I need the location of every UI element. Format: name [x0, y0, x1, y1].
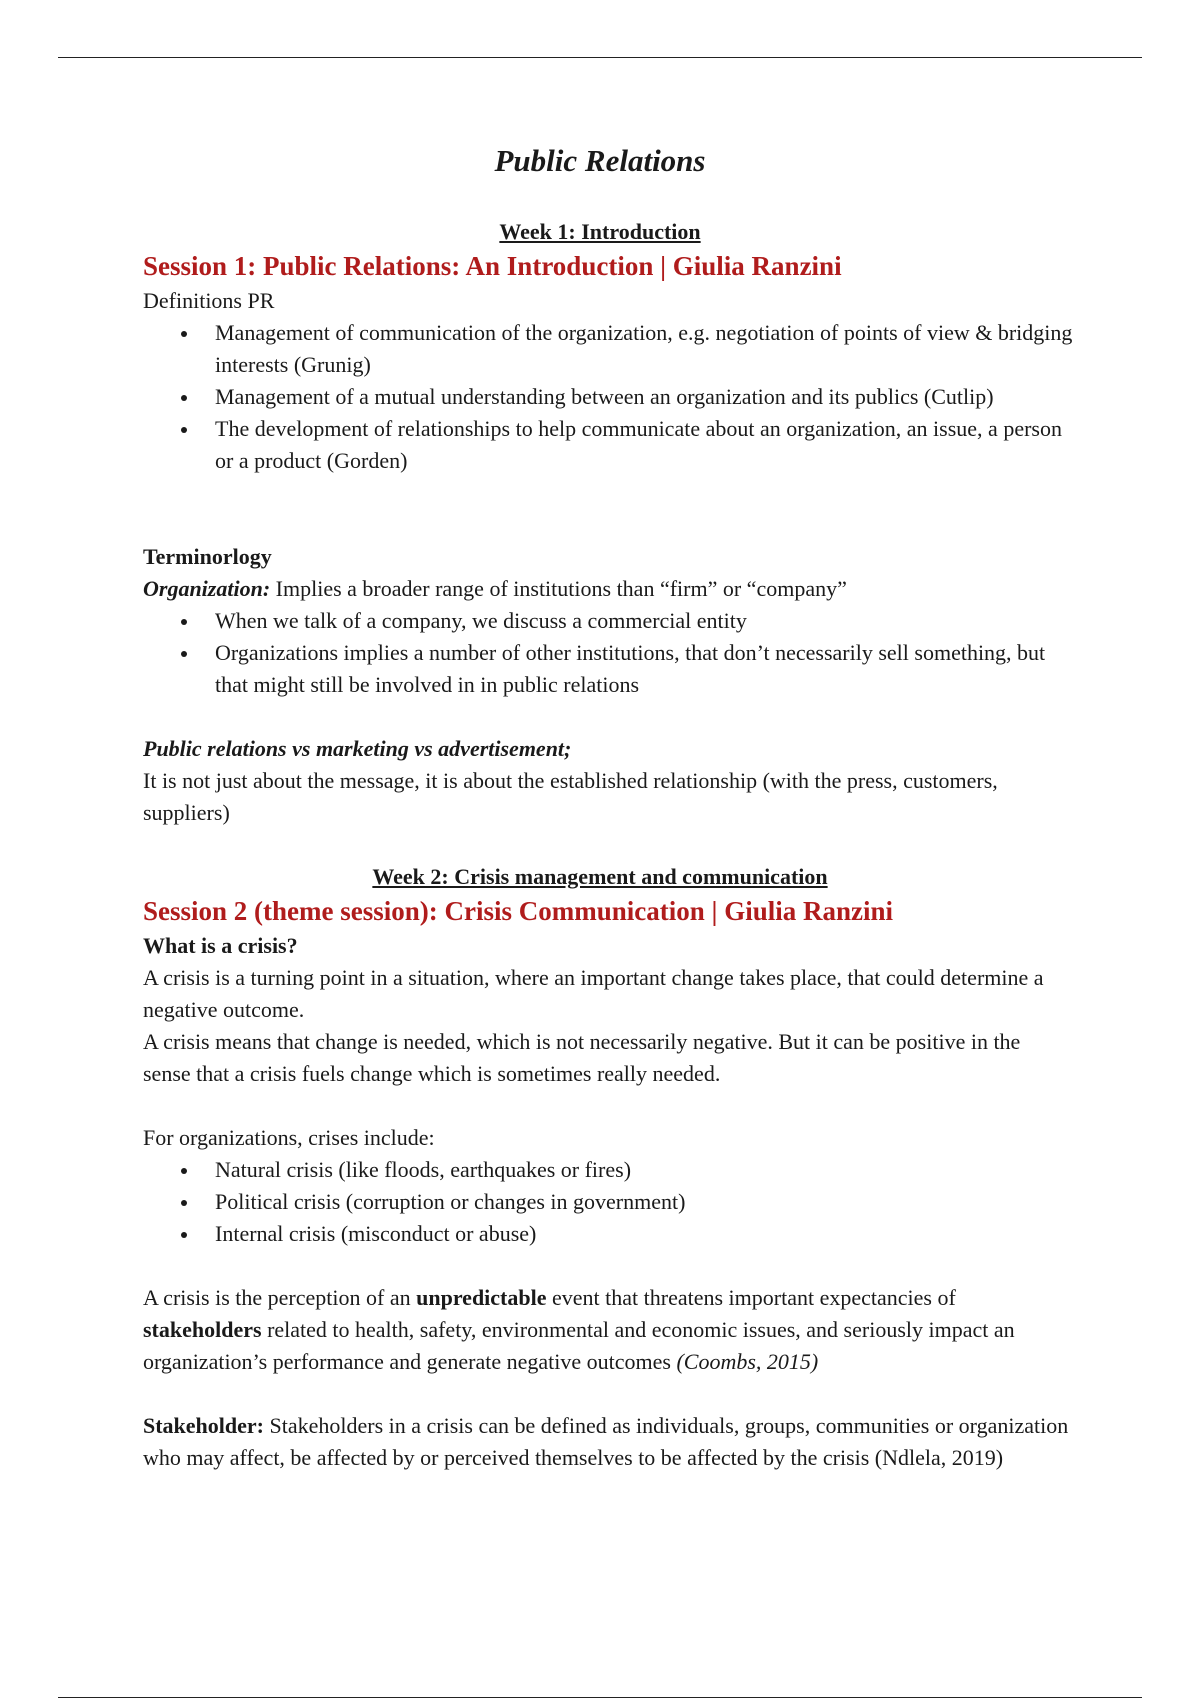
list-item: Management of communication of the organization, e.g. negotiation of points of view & bridging interests (Grunig) [143, 317, 1073, 381]
bullet-icon [181, 427, 187, 433]
bullet-icon [181, 395, 187, 401]
top-rule [58, 57, 1142, 58]
list-item: The development of relationships to help communicate about an organization, an issue, a person or a product (Gorden) [143, 413, 1073, 477]
list-item: Political crisis (corruption or changes in government) [143, 1186, 1073, 1218]
organization-list [143, 605, 1073, 701]
session1-heading: Session 1: Public Relations: An Introduction | Giulia Ranzini [143, 251, 842, 281]
terminology-heading: Terminorlogy [143, 544, 272, 569]
bottom-rule [58, 1697, 1142, 1698]
terminology-section [143, 541, 1073, 701]
pr-vs-section [143, 733, 1073, 829]
list-item: Natural crisis (like floods, earthquakes or fires) [143, 1154, 1073, 1186]
bullet-icon [181, 651, 187, 657]
week2-heading: Week 2: Crisis management and communication [372, 864, 828, 889]
bullet-icon [181, 1200, 187, 1206]
citation: (Coombs, 2015) [676, 1349, 819, 1374]
document-title: Public Relations [494, 143, 706, 178]
list-item: Internal crisis (misconduct or abuse) [143, 1218, 1073, 1250]
stakeholder-definition: Stakeholder: Stakeholders in a crisis can be defined as individuals, groups, communities or organization who may affect, be affected by or perceived themselves to be affected by the crisis (Ndlela, 2019) [143, 1413, 1069, 1470]
crisis-types-section [143, 1122, 1073, 1250]
crisis-types-list [143, 1154, 1073, 1250]
crisis-types-intro: For organizations, crises include: [143, 1125, 435, 1150]
organization-definition: Organization: Implies a broader range of institutions than “firm” or “company” [143, 576, 847, 601]
bullet-icon [181, 1232, 187, 1238]
bullet-icon [181, 1168, 187, 1174]
crisis-definition: A crisis is the perception of an unpredictable event that threatens important expectancies of stakeholders related to health, safety, environmental and economic issues, and seriously impact an organization’s performance and generate negative outcomes (Coombs, 2015) [143, 1285, 1015, 1374]
pr-vs-text: It is not just about the message, it is about the established relationship (with the press, customers, suppliers) [143, 768, 998, 825]
session2-heading: Session 2 (theme session): Crisis Communication | Giulia Ranzini [143, 896, 893, 926]
crisis-section [143, 930, 1073, 1090]
list-item: Management of a mutual understanding between an organization and its publics (Cutlip) [143, 381, 1073, 413]
crisis-paragraph-1: A crisis is a turning point in a situation, where an important change takes place, that could determine a negative outcome. [143, 965, 1044, 1022]
crisis-paragraph-2: A crisis means that change is needed, which is not necessarily negative. But it can be positive in the sense that a crisis fuels change which is sometimes really needed. [143, 1029, 1021, 1086]
definitions-list [143, 317, 1073, 477]
bullet-icon [181, 331, 187, 337]
bullet-icon [181, 619, 187, 625]
pr-vs-heading: Public relations vs marketing vs advertisement; [143, 736, 572, 761]
list-item: Organizations implies a number of other institutions, that don’t necessarily sell something, but that might still be involved in in public relations [143, 637, 1073, 701]
definitions-heading: Definitions PR [143, 288, 275, 313]
crisis-heading: What is a crisis? [143, 933, 298, 958]
list-item: When we talk of a company, we discuss a commercial entity [143, 605, 1073, 637]
definitions-section [143, 285, 1073, 477]
week1-heading: Week 1: Introduction [499, 219, 701, 244]
